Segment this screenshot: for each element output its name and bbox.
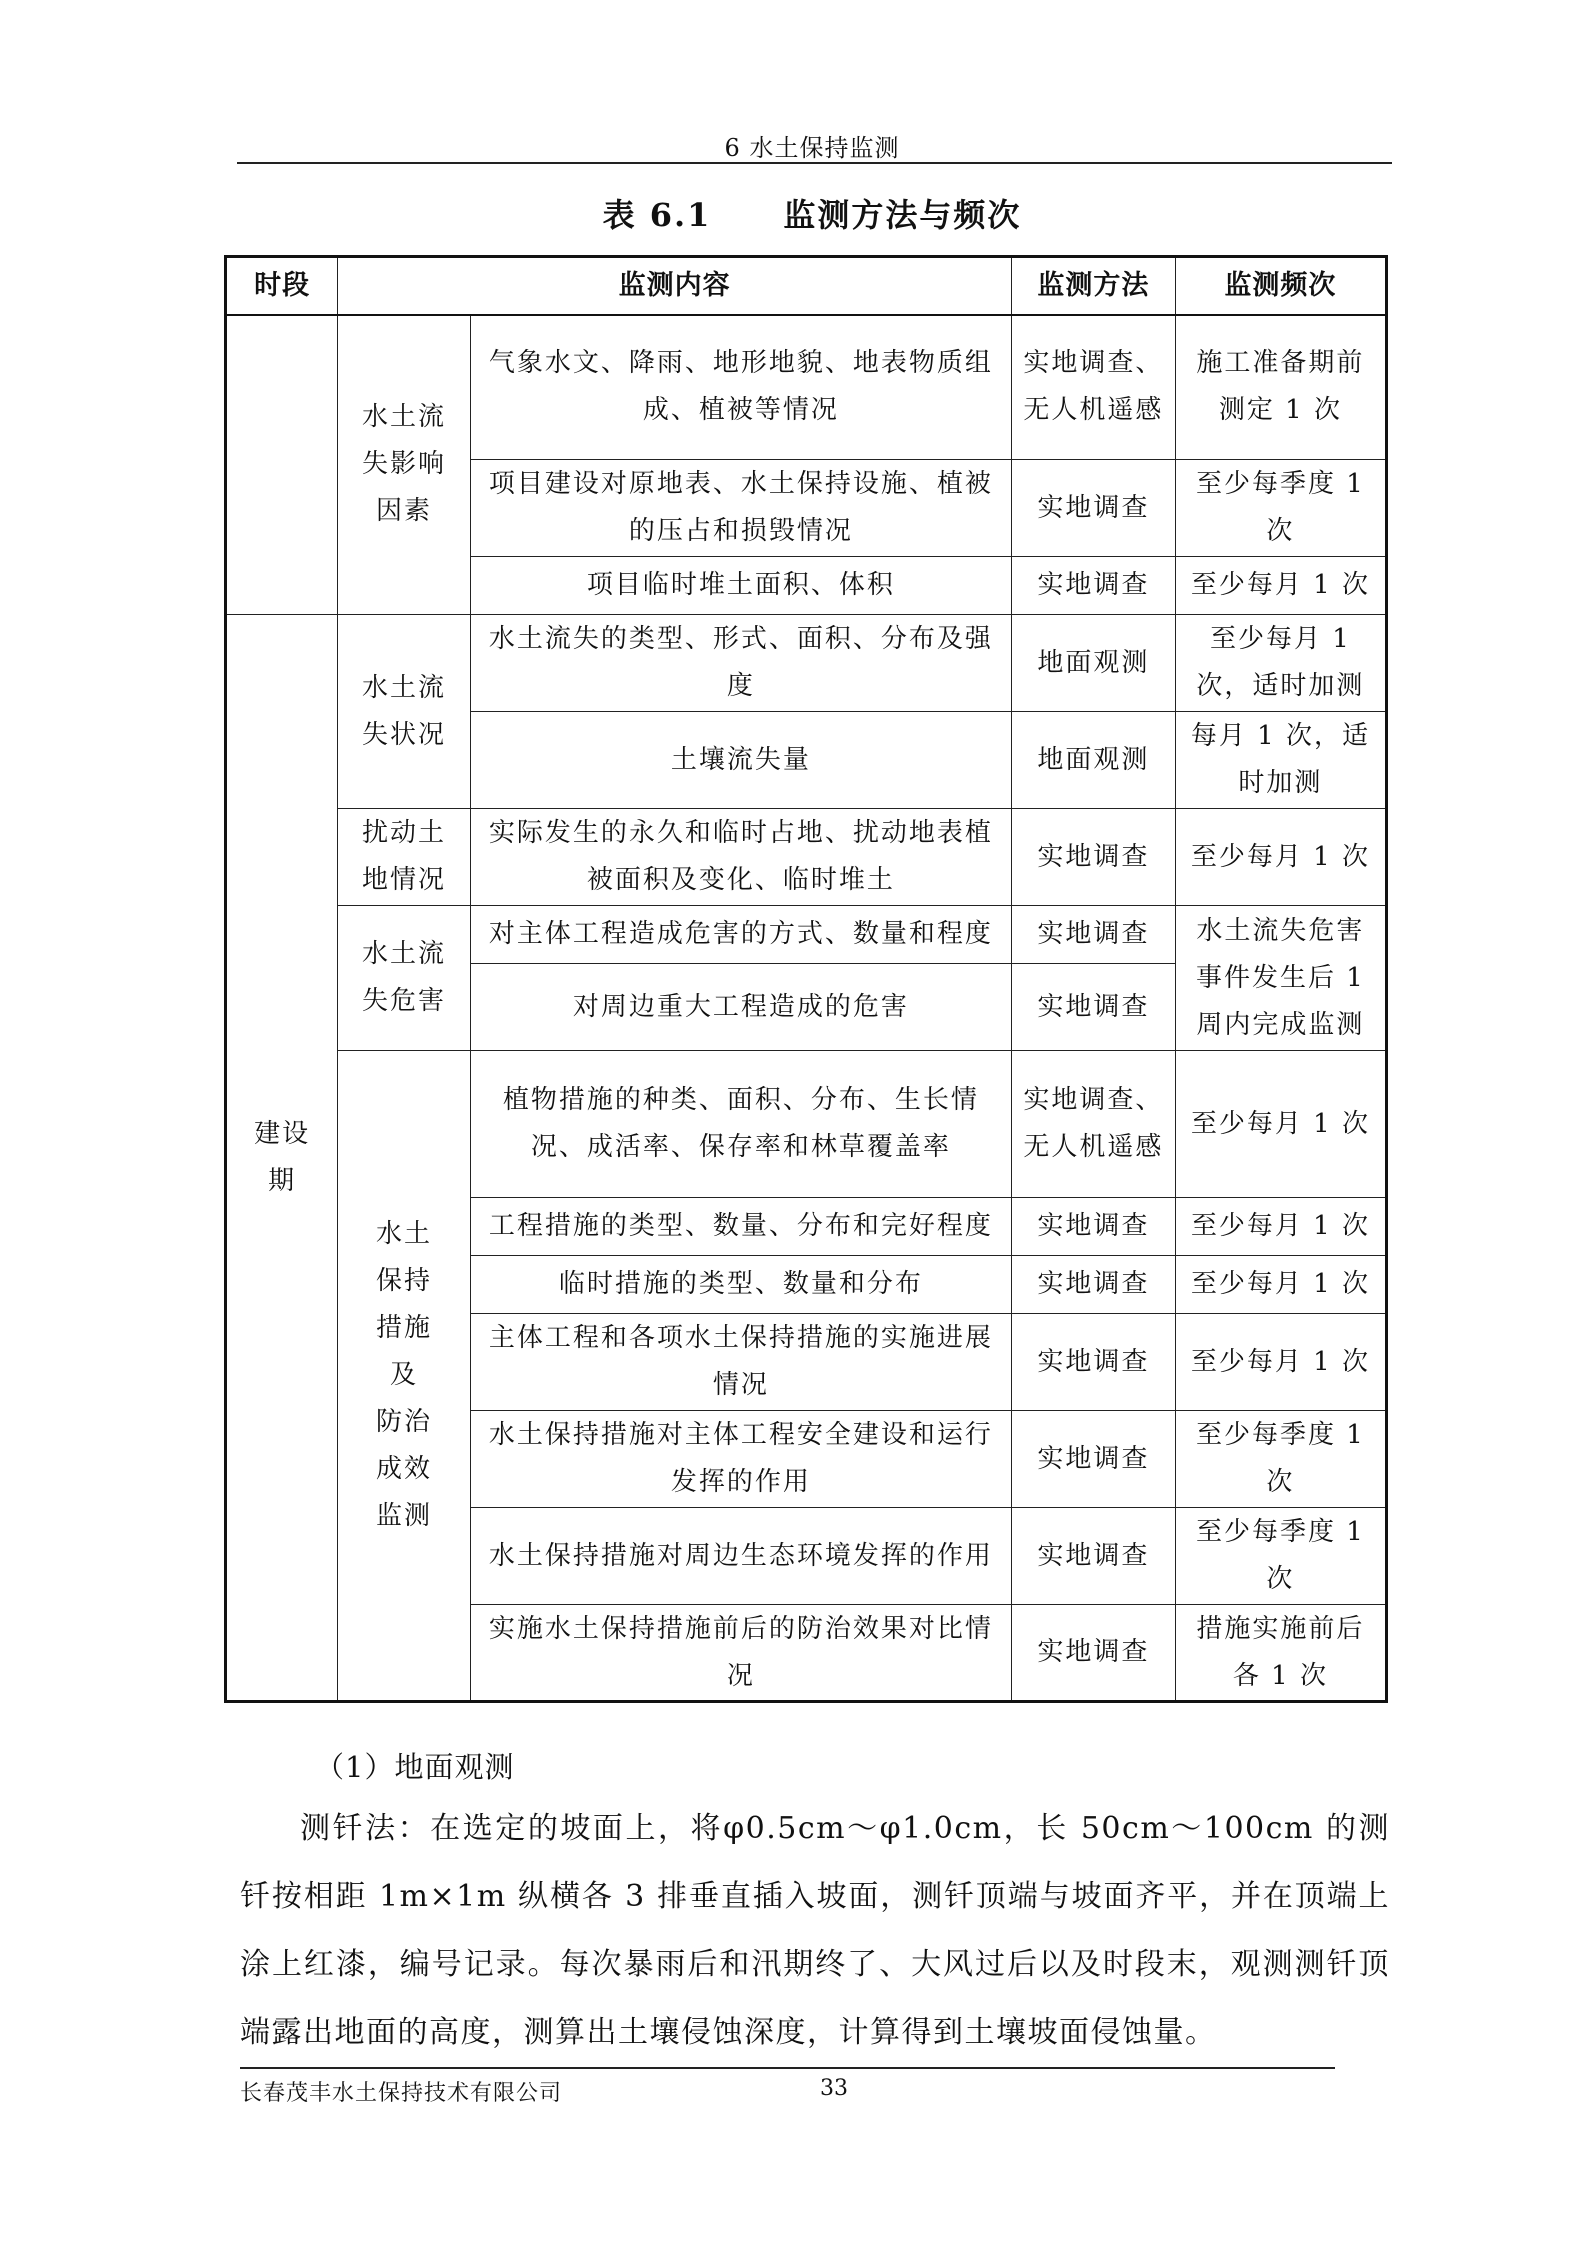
method-cell: 实地调查 xyxy=(1011,1314,1175,1411)
content-cell: 对周边重大工程造成的危害 xyxy=(470,964,1011,1051)
category-hazard: 水土流 失危害 xyxy=(338,906,470,1051)
table-caption-title: 监测方法与频次 xyxy=(783,196,1022,234)
method-cell: 实地调查 xyxy=(1011,964,1175,1051)
header-frequency: 监测频次 xyxy=(1175,257,1386,315)
content-cell: 实施水土保持措施前后的防治效果对比情况 xyxy=(470,1605,1011,1702)
content-cell: 水土流失的类型、形式、面积、分布及强度 xyxy=(470,615,1011,712)
method-cell: 地面观测 xyxy=(1011,712,1175,809)
frequency-cell: 至少每月 1 次 xyxy=(1175,1314,1386,1411)
frequency-cell: 水土流失危害事件发生后 1 周内完成监测 xyxy=(1175,906,1386,1051)
method-cell: 实地调查、无人机遥感 xyxy=(1011,315,1175,460)
method-cell: 实地调查 xyxy=(1011,1605,1175,1702)
monitoring-table xyxy=(224,255,1388,1703)
frequency-cell: 至少每季度 1 次 xyxy=(1175,1411,1386,1508)
frequency-cell: 至少每月 1 次 xyxy=(1175,1256,1386,1314)
table-row xyxy=(226,315,1387,460)
content-cell: 气象水文、降雨、地形地貌、地表物质组成、植被等情况 xyxy=(470,315,1011,460)
frequency-cell: 至少每月 1 次 xyxy=(1175,1051,1386,1198)
method-cell: 实地调查 xyxy=(1011,1411,1175,1508)
method-cell: 实地调查 xyxy=(1011,1198,1175,1256)
frequency-cell: 至少每月 1 次，适时加测 xyxy=(1175,615,1386,712)
content-cell: 土壤流失量 xyxy=(470,712,1011,809)
method-cell: 实地调查 xyxy=(1011,557,1175,615)
method-cell: 实地调查 xyxy=(1011,809,1175,906)
content-cell: 项目临时堆土面积、体积 xyxy=(470,557,1011,615)
frequency-cell: 至少每月 1 次 xyxy=(1175,809,1386,906)
method-cell: 实地调查 xyxy=(1011,1256,1175,1314)
frequency-cell: 至少每月 1 次 xyxy=(1175,1198,1386,1256)
content-cell: 主体工程和各项水土保持措施的实施进展情况 xyxy=(470,1314,1011,1411)
header-period: 时段 xyxy=(226,257,338,315)
section-heading: （1）地面观测 xyxy=(315,1750,515,1784)
frequency-cell: 每月 1 次，适时加测 xyxy=(1175,712,1386,809)
period-cell-construction: 建设 期 xyxy=(226,615,338,1702)
content-cell: 实际发生的永久和临时占地、扰动地表植被面积及变化、临时堆土 xyxy=(470,809,1011,906)
header-method: 监测方法 xyxy=(1011,257,1175,315)
method-cell: 实地调查、无人机遥感 xyxy=(1011,1051,1175,1198)
header-divider xyxy=(237,162,1392,164)
method-cell: 实地调查 xyxy=(1011,1508,1175,1605)
frequency-cell: 措施实施前后各 1 次 xyxy=(1175,1605,1386,1702)
category-measures: 水土 保持 措施 及 防治 成效 监测 xyxy=(338,1051,470,1702)
page-header-title: 6 水土保持监测 xyxy=(724,134,900,162)
content-cell: 项目建设对原地表、水土保持设施、植被的压占和损毁情况 xyxy=(470,460,1011,557)
header-content: 监测内容 xyxy=(338,257,1012,315)
content-cell: 水土保持措施对主体工程安全建设和运行发挥的作用 xyxy=(470,1411,1011,1508)
content-cell: 水土保持措施对周边生态环境发挥的作用 xyxy=(470,1508,1011,1605)
period-cell-pre xyxy=(226,315,338,615)
table-row xyxy=(226,615,1387,712)
category-status: 水土流 失状况 xyxy=(338,615,470,809)
frequency-cell: 至少每季度 1 次 xyxy=(1175,1508,1386,1605)
frequency-cell: 至少每月 1 次 xyxy=(1175,557,1386,615)
category-factors: 水土流 失影响 因素 xyxy=(338,315,470,615)
category-disturbance: 扰动土 地情况 xyxy=(338,809,470,906)
page-number: 33 xyxy=(820,2076,848,2101)
frequency-cell: 施工准备期前测定 1 次 xyxy=(1175,315,1386,460)
content-cell: 植物措施的种类、面积、分布、生长情况、成活率、保存率和林草覆盖率 xyxy=(470,1051,1011,1198)
method-cell: 实地调查 xyxy=(1011,460,1175,557)
table-caption xyxy=(237,190,1387,236)
table-row xyxy=(226,809,1387,906)
method-cell: 实地调查 xyxy=(1011,906,1175,964)
body-paragraph: 测钎法：在选定的坡面上，将φ0.5cm～φ1.0cm，长 50cm～100cm 的测钎按相距 1m×1m 纵横各 3 排垂直插入坡面，测钎顶端与坡面齐平，并在顶端上涂上红漆，编号记录。每次暴雨后和汛期终了、大风过后以及时段末，观测测钎顶端露出地面的高度，测算出土壤侵蚀深度，计算得到土壤坡面侵蚀量。 xyxy=(240,1811,1390,2050)
table-header-row xyxy=(226,257,1387,315)
footer-divider xyxy=(240,2067,1335,2069)
frequency-cell: 至少每季度 1 次 xyxy=(1175,460,1386,557)
table-row xyxy=(226,906,1387,964)
content-cell: 临时措施的类型、数量和分布 xyxy=(470,1256,1011,1314)
footer-company: 长春茂丰水土保持技术有限公司 xyxy=(240,2081,563,2106)
method-cell: 地面观测 xyxy=(1011,615,1175,712)
content-cell: 工程措施的类型、数量、分布和完好程度 xyxy=(470,1198,1011,1256)
content-cell: 对主体工程造成危害的方式、数量和程度 xyxy=(470,906,1011,964)
table-row xyxy=(226,1051,1387,1198)
table-caption-number: 表 6.1 xyxy=(602,196,712,234)
